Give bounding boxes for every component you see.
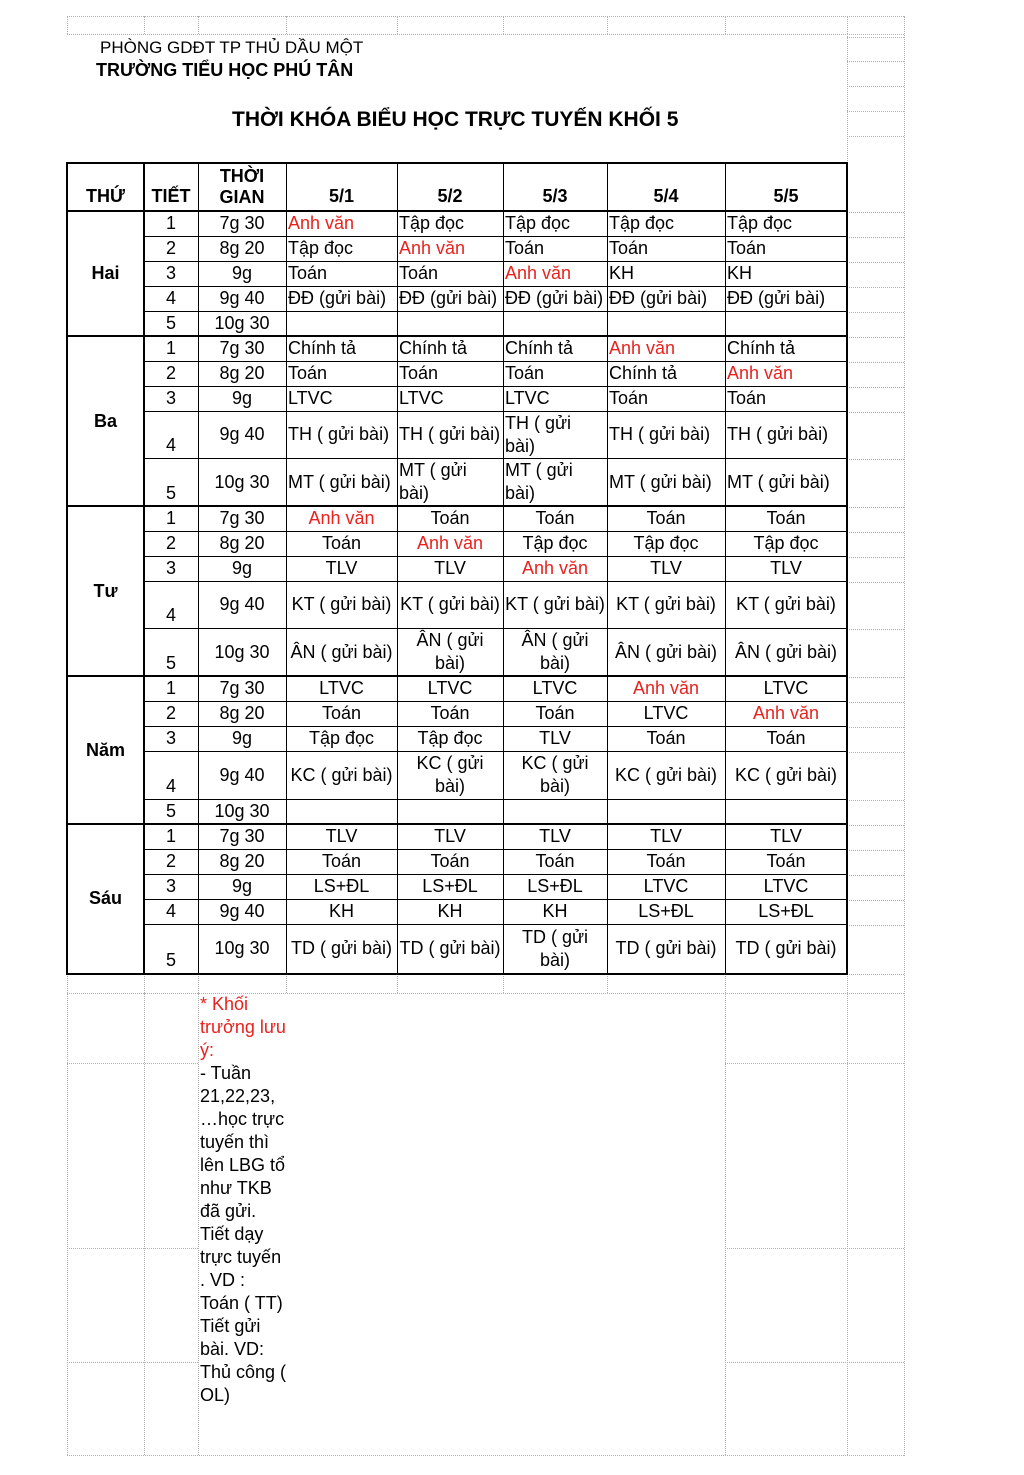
subject-cell: Toán [430,851,470,871]
row-rule [144,924,847,925]
gridline [725,16,726,34]
row-rule [144,849,847,850]
subject-cell: Toán [727,238,767,258]
subject-cell: Tập đọc [522,533,588,553]
subject-cell: Toán [321,851,362,871]
period-time: 8g 20 [219,851,265,871]
note-body: - Tuần 21,22,23, …học trực tuyến thì lên LBG tổ như TKB đã gửi. Tiết dạy trực tuyến . VD : Toán ( TT) Tiết gửi bài. VD: Thủ công ( OL) [200,1063,287,1405]
gridline [67,974,68,993]
subject-cell: Toán [505,363,545,383]
period-time: 9g 40 [219,594,265,614]
gridline [847,237,904,238]
subject-cell: Tập đọc [399,213,465,233]
column-rule [198,163,199,974]
subject-cell: Anh văn [288,213,355,233]
subject-cell: Tập đọc [417,728,483,748]
subject-cell: LS+ĐL [527,876,583,896]
period-time: 10g 30 [214,313,270,333]
col-header-period: TIẾT [151,186,191,206]
row-rule [144,701,847,702]
subject-cell: Anh văn [521,558,589,578]
gridline [847,16,848,34]
subject-cell [607,311,725,336]
period-number: 3 [165,388,176,408]
row-rule [144,411,847,412]
period-number: 2 [165,533,176,553]
subject-cell: LS+ĐL [758,901,814,921]
period-number: 3 [165,558,176,578]
subject-cell: ĐĐ (gửi bài) [399,288,498,308]
subject-cell: Toán [766,508,806,528]
row-rule [144,556,847,557]
row-rule [144,361,847,362]
subject-cell: TLV [650,826,682,846]
subject-cell: KC ( gửi bài) [734,764,838,785]
row-rule [144,628,847,629]
subject-cell: TD ( gửi bài) [399,938,501,958]
subject-cell: Anh văn [505,263,572,283]
row-rule [144,236,847,237]
col-header-class-5-5: 5/5 [773,186,799,206]
subject-cell: ĐĐ (gửi bài) [505,288,604,308]
subject-cell: TLV [770,558,802,578]
period-time: 9g 40 [219,424,265,444]
subject-cell: LTVC [288,388,333,408]
period-number: 4 [165,288,176,308]
subject-cell: LTVC [399,388,444,408]
subject-cell: ĐĐ (gửi bài) [288,288,387,308]
subject-cell: TLV [539,728,571,748]
subject-cell: KH [609,263,635,283]
period-number: 2 [165,238,176,258]
gridline [847,557,904,558]
subject-cell: Anh văn [727,363,794,383]
period-time: 9g [231,388,253,408]
subject-cell: Chính tả [609,363,678,383]
subject-cell: Toán [288,263,328,283]
period-number: 5 [165,950,176,970]
period-time: 8g 20 [219,238,265,258]
subject-cell [286,799,397,824]
subject-cell: TLV [650,558,682,578]
period-time: 8g 20 [219,703,265,723]
subject-cell [286,311,397,336]
day-rule [67,505,847,507]
subject-cell: LTVC [427,678,473,698]
gridline [847,387,904,388]
subject-cell: Toán [399,263,439,283]
col-header-class-5-2: 5/2 [437,186,463,206]
subject-cell: Toán [321,533,362,553]
gridline [725,974,726,993]
gridline [847,900,904,901]
gridline [725,1063,904,1064]
gridline [847,34,848,163]
subject-cell: Toán [399,363,439,383]
column-rule [725,163,726,974]
gridline [847,974,848,993]
school-name: TRƯỜNG TIỂU HỌC PHÚ TÂN [96,60,354,80]
subject-cell: Anh văn [752,703,820,723]
row-rule [144,874,847,875]
gridline [67,16,68,34]
row-rule [144,386,847,387]
day-label-1: Hai [91,263,120,283]
period-number: 3 [165,263,176,283]
subject-cell: KT ( gửi bài) [505,594,605,614]
timetable [67,163,847,974]
subject-cell: Anh văn [416,533,484,553]
subject-cell: KT ( gửi bài) [616,594,716,614]
subject-cell: ÂN ( gửi bài) [734,641,838,662]
gridline [725,1362,904,1363]
period-number: 2 [165,363,176,383]
period-number: 5 [165,801,176,821]
subject-cell: KC ( gửi bài) [521,753,589,796]
subject-cell: TH ( gửi bài) [727,424,829,444]
subject-cell: Tập đọc [505,213,571,233]
note-heading: * Khối trưởng lưu ý: [200,994,286,1060]
subject-cell: TD ( gửi bài) [290,938,393,958]
period-time: 10g 30 [214,641,270,662]
period-time: 9g [231,263,253,283]
gridline [198,974,199,993]
day-rule [67,675,847,677]
subject-cell: Anh văn [632,678,700,698]
row-rule [144,261,847,262]
subject-cell [503,799,607,824]
subject-cell: Chính tả [399,338,468,358]
period-time: 9g 40 [219,764,265,785]
subject-cell: KT ( gửi bài) [400,594,500,614]
period-number: 2 [165,851,176,871]
subject-cell: Toán [609,388,649,408]
subject-cell: TLV [539,826,571,846]
subject-cell: Tập đọc [308,728,375,748]
subject-cell: Toán [430,703,470,723]
gridline [847,136,904,137]
gridline [503,16,504,34]
period-time: 8g 20 [219,363,265,383]
period-number: 5 [165,483,176,503]
subject-cell: ÂN ( gửi bài) [521,630,589,673]
period-time: 9g 40 [219,901,265,921]
period-number: 3 [165,876,176,896]
period-time: 10g 30 [214,471,270,492]
period-time: 7g 30 [219,826,265,846]
gridline [286,16,287,34]
row-rule [144,799,847,800]
gridline [198,16,199,34]
subject-cell: Tập đọc [288,238,354,258]
gridline [847,507,904,508]
subject-cell: Toán [321,703,362,723]
gridline [847,582,904,583]
subject-cell [397,799,503,824]
gridline [847,800,904,801]
period-number: 3 [165,728,176,748]
period-time: 7g 30 [219,508,265,528]
gridline [67,1362,198,1363]
subject-cell: Tập đọc [609,213,675,233]
subject-cell: TH ( gửi bài) [288,424,390,444]
subject-cell: LTVC [763,876,809,896]
subject-cell: TD ( gửi bài) [521,926,589,970]
column-rule [286,163,287,974]
column-rule [607,163,608,974]
subject-cell: Toán [430,508,470,528]
subject-cell: MT ( gửi bài) [609,471,712,492]
subject-cell: KC ( gửi bài) [614,764,718,785]
gridline [847,629,904,630]
subject-cell: TD ( gửi bài) [615,938,717,958]
period-number: 5 [165,653,176,673]
gridline [847,37,904,38]
gridline [847,532,904,533]
subject-cell: Toán [646,851,686,871]
col-header-class-5-1: 5/1 [328,186,355,206]
gridline [144,974,145,993]
gridline [847,727,904,728]
subject-cell: KH [328,901,354,921]
period-time: 9g [231,728,253,748]
period-time: 10g 30 [214,938,270,958]
period-time: 9g 40 [219,288,265,308]
gridline [847,287,904,288]
subject-cell: TLV [434,558,466,578]
subject-cell: Toán [766,851,806,871]
day-rule [67,823,847,825]
subject-cell: Chính tả [505,338,574,358]
row-rule [144,751,847,752]
subject-cell [725,311,847,336]
subject-cell: Toán [646,508,686,528]
period-number: 1 [165,213,176,233]
period-time: 9g [231,558,253,578]
period-number: 5 [165,313,176,333]
row-rule [144,458,847,459]
gridline [847,702,904,703]
gridline [67,1455,904,1456]
gridline [67,16,904,17]
subject-cell: LTVC [319,678,364,698]
subject-cell: LTVC [643,703,689,723]
department-name: PHÒNG GDĐT TP THỦ DẦU MỘT [100,38,364,57]
period-time: 7g 30 [219,678,265,698]
subject-cell: TLV [325,826,358,846]
period-time: 8g 20 [219,533,265,553]
subject-cell: Anh văn [399,238,466,258]
gridline [847,212,904,213]
subject-cell: KT ( gửi bài) [291,594,392,614]
subject-cell: Anh văn [609,338,676,358]
gridline [847,362,904,363]
period-number: 4 [165,901,176,921]
gridline [67,974,904,975]
subject-cell: ÂN ( gửi bài) [290,641,393,662]
day-label-3: Tư [93,580,118,601]
period-number: 1 [165,678,176,698]
period-number: 4 [165,776,176,796]
subject-cell: Toán [535,508,575,528]
col-header-class-5-4: 5/4 [653,186,679,206]
subject-cell [503,311,607,336]
col-header-class-5-3: 5/3 [542,186,568,206]
gridline [847,459,904,460]
gridline [847,875,904,876]
gridline [397,16,398,34]
subject-cell: Chính tả [288,338,357,358]
gridline [847,61,904,62]
subject-cell: LTVC [643,876,689,896]
gridline [67,993,904,994]
row-rule [144,581,847,582]
subject-cell: ĐĐ (gửi bài) [727,288,826,308]
period-number: 1 [165,338,176,358]
column-rule [397,163,398,974]
period-number: 4 [165,605,176,625]
gridline [847,825,904,826]
subject-cell: TH ( gửi bài) [399,424,501,444]
subject-cell: Toán [535,851,575,871]
subject-cell: Tập đọc [727,213,793,233]
period-number: 1 [165,826,176,846]
gridline [198,993,199,1455]
subject-cell: LTVC [505,388,550,408]
period-time: 10g 30 [214,801,270,821]
gridline [286,974,287,993]
row-rule [144,531,847,532]
subject-cell: KH [727,263,753,283]
subject-cell: LS+ĐL [422,876,478,896]
subject-cell: MT ( gửi bài) [288,471,391,492]
subject-cell: KT ( gửi bài) [736,594,836,614]
subject-cell: KC ( gửi bài) [416,753,484,796]
gridline [503,974,504,993]
gridline [607,974,608,993]
subject-cell: TLV [770,826,802,846]
row-rule [144,899,847,900]
row-rule [144,286,847,287]
subject-cell: Toán [727,388,767,408]
column-rule [503,163,504,974]
period-number: 4 [165,435,176,455]
subject-cell: LTVC [763,678,809,698]
subject-cell: TH ( gửi bài) [505,412,572,456]
day-label-5: Sáu [88,888,122,908]
subject-cell: ĐĐ (gửi bài) [609,288,708,308]
day-label-2: Ba [93,410,117,431]
subject-cell: LS+ĐL [313,876,370,896]
gridline [847,86,904,87]
page-title: THỜI KHÓA BIỂU HỌC TRỰC TUYẾN KHỐI 5 [232,108,679,131]
subject-cell [397,311,503,336]
subject-cell: MT ( gửi bài) [399,460,467,503]
gridline [847,262,904,263]
subject-cell: Toán [766,728,806,748]
period-number: 2 [165,703,176,723]
subject-cell: MT ( gửi bài) [727,471,830,492]
subject-cell: LS+ĐL [638,901,694,921]
gridline [847,312,904,313]
gridline [607,16,608,34]
col-header-day: THỨ [86,186,125,206]
gridline [144,16,145,34]
subject-cell: Tập đọc [633,533,699,553]
subject-cell: ÂN ( gửi bài) [416,630,484,673]
subject-cell: Toán [535,703,575,723]
row-rule [144,726,847,727]
subject-cell: Toán [505,238,545,258]
day-rule [67,335,847,337]
subject-cell: KH [437,901,463,921]
gridline [904,16,905,1456]
subject-cell: Tập đọc [753,533,819,553]
col-header-time: THỜI GIAN [219,166,265,207]
gridline [67,1063,198,1064]
gridline [397,974,398,993]
subject-cell [607,799,725,824]
subject-cell: KH [542,901,568,921]
gridline [847,412,904,413]
subject-cell: LTVC [532,678,578,698]
gridline [67,1248,198,1249]
subject-cell: MT ( gửi bài) [505,460,573,503]
gridline [847,850,904,851]
gridline [847,925,904,926]
period-time: 7g 30 [219,338,265,358]
subject-cell: Chính tả [727,338,796,358]
gridline [67,34,904,35]
period-number: 1 [165,508,176,528]
subject-cell: Toán [609,238,649,258]
gridline [847,752,904,753]
gridline [725,1248,904,1249]
gridline [847,677,904,678]
column-rule [143,163,145,974]
subject-cell: KC ( gửi bài) [290,764,393,785]
subject-cell: Anh văn [308,508,375,528]
period-time: 9g [231,876,253,896]
row-rule [144,311,847,312]
subject-cell: TD ( gửi bài) [735,938,837,958]
subject-cell: TLV [325,558,358,578]
subject-cell [725,799,847,824]
subject-cell: Toán [288,363,328,383]
note-block [200,993,288,1407]
gridline [847,111,904,112]
header-rule [67,210,847,212]
subject-cell: TLV [434,826,466,846]
subject-cell: TH ( gửi bài) [609,424,711,444]
subject-cell: ÂN ( gửi bài) [614,641,718,662]
period-time: 7g 30 [219,213,265,233]
gridline [847,337,904,338]
subject-cell: Toán [646,728,686,748]
day-label-4: Năm [85,739,125,760]
